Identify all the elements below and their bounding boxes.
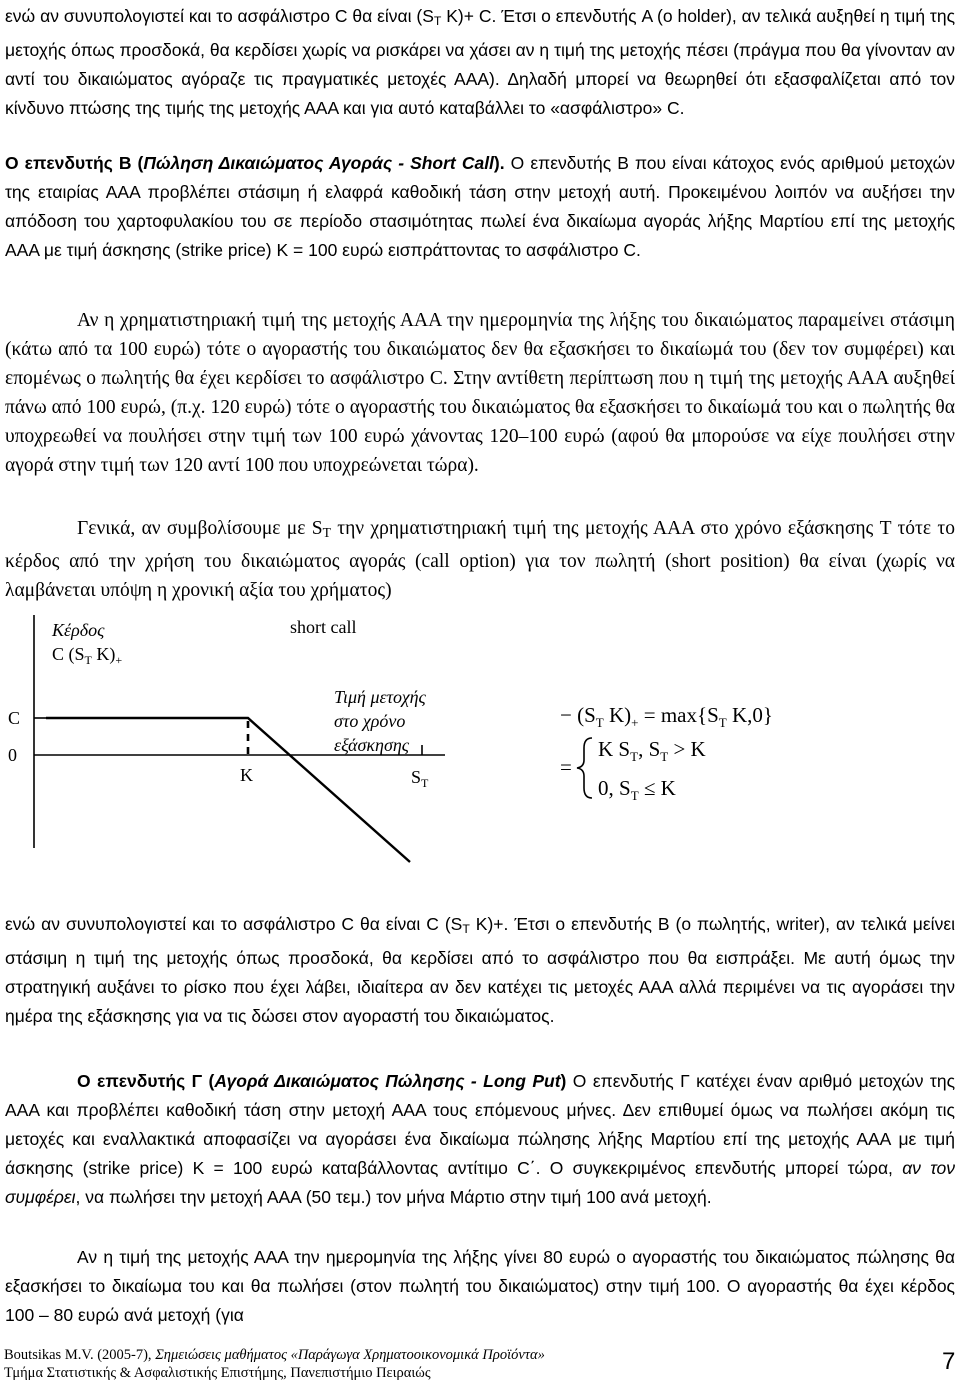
formula-equals: = — [560, 755, 572, 779]
case-brace — [577, 738, 592, 798]
paragraph-put-exercise: Αν η τιμή της μετοχής ΑΑΑ την ημερομηνία της λήξης γίνει 80 ευρώ ο αγοραστής του δικαιώματος πώλησης θα εξασκήσει το δικαίωμα του και θα πωλήσει (στον πωλητή του δικαιώματος) στην τιμή 100. Ο αγοραστής θα έχει κέρδος 100 – 80 ευρώ ανά μετοχή (για — [5, 1247, 955, 1325]
footer-citation: Boutsikas M.V. (2005-7), Σημειώσεις μαθήματος «Παράγωγα Χρηματοοικονομικά Προϊόντα» — [4, 1347, 545, 1363]
formula-line1: − ($S_T$ $K)_+ = \max\{S_T$ K,0} — [560, 703, 773, 730]
paragraph-investor-g: Ο επενδυτής Γ (Αγορά Δικαιώματος Πώλησης - Long Put) Ο επενδυτής Γ κατέχει έναν αριθμό μετοχών της ΑΑΑ και προβλέπει καθοδική τάση στην μετοχή ΑΑΑ τους επόμενους μήνες. Δεν επιθυμεί όμως να πωλήσει ακόμη τις μετοχές και εναλλακτικά αποφασίζει να αγοράσει ένα δικαίωμα πώλησης λήξης Μαρτίου επί της μετοχής ΑΑΑ με τιμή άσκησης (strike price) K = 100 ευρώ καταβάλλοντας αντίτιμο C΄. Ο συγκεκριμένος επενδυτής μπορεί τώρα, αν τον συμφέρει, να πωλήσει την μετοχή ΑΑΑ (50 τεμ.) τον μήνα Μάρτιο στην τιμή 100 ανά μετοχή. — [5, 1071, 956, 1207]
y-label-formula: C ($S_T$ $K)_+$ — [52, 644, 123, 667]
page-footer — [4, 1346, 545, 1382]
x-label-line2: στο χρόνο — [334, 711, 406, 731]
formula-case2: 0, $S_T \le K$ — [598, 776, 676, 803]
tick-label-k: K — [240, 765, 253, 785]
payoff-diagram — [0, 600, 540, 890]
y-label-profit: Κέρδος — [52, 620, 105, 640]
paragraph-investor-b: Ο επενδυτής Β (Πώληση Δικαιώματος Αγοράς - Short Call). Ο επενδυτής Β που είναι κάτοχος ενός αριθμού μετοχών της εταιρίας ΑΑΑ προβλέπει στάσιμη ή ελαφρά καθοδική τάση στην μετοχή αυτή. Προκειμένου λοιπόν να αυξήσει την απόδοση του χαρτοφυλακίου του σε περίοδο στασιμότητας πωλεί ένα δικαίωμα αγοράς λήξης Μαρτίου επί της μετοχής ΑΑΑ με τιμή άσκησης (strike price) K = 100 ευρώ εισπράττοντας το ασφάλιστρο C. — [5, 153, 955, 260]
tick-label-c: C — [8, 708, 21, 728]
paragraph-holder-conclusion: ενώ αν συνυπολογιστεί και το ασφάλιστρο C θα είναι ($S_T$ K)+ C. Έτσι ο επενδυτής A (ο holder), αν τελικά αυξηθεί η τιμή της μετοχής όπως προσδοκά, θα κερδίσει χωρίς να ρισκάρει να χάσει αν η τιμή της μετοχής πέσει (πράγμα που θα γίνονταν αν αντί του δικαιώματος αγόραζε τις πραγματικές μετοχές ΑΑΑ). Δηλαδή μπορεί να θεωρηθεί ότι εξασφαλίζεται από τον κίνδυνο πτώσης της τιμής της μετοχής ΑΑΑ και για αυτό καταβάλλει το «ασφάλιστρο» C. — [5, 6, 955, 118]
tick-label-0: 0 — [8, 745, 17, 765]
x-label-line1: Τιμή μετοχής — [334, 687, 426, 707]
payoff-formula — [560, 692, 890, 812]
formula-case1: K $S_T$, $S_T > K$ — [598, 737, 706, 764]
chart-title: short call — [290, 617, 357, 637]
footer-department: Τμήμα Στατιστικής & Ασφαλιστικής Επιστήμης, Πανεπιστήμιο Πειραιώς — [4, 1365, 431, 1381]
paragraph-writer-conclusion: ενώ αν συνυπολογιστεί και το ασφάλιστρο C θα είναι C ($S_T$ K)+. Έτσι ο επενδυτής B (ο πωλητής, writer), αν τελικά μείνει στάσιμη η τιμή της μετοχής όπως προσδοκά, θα κερδίσει από το ασφάλιστρο που θα εισπράξει. Με αυτή όμως την στρατηγική αυξάνει το ρίσκο που έχει λάβει, ιδιαίτερα αν δεν κατέχει τις μετοχές ΑΑΑ αλλά περιμένει να τις αγοράσει την ημέρα της εξάσκησης για να τις δώσει στον αγοραστή του δικαιώματος. — [5, 914, 956, 1026]
paragraph-general-payoff: Γενικά, αν συμβολίσουμε με $S_T$ την χρηματιστηριακή τιμή της μετοχής ΑΑΑ στο χρόνο εξάσκησης T τότε το κέρδος από την χρήση του δικαιώματος αγοράς (call option) για τον πωλητή (short position) θα είναι (χωρίς να λαμβάνεται υπόψη η χρονική αξία του χρήματος) — [5, 518, 955, 601]
x-label-st: $S_T$ — [411, 767, 429, 790]
short-call-payoff-figure — [0, 600, 960, 890]
paragraph-expiry-scenarios: Αν η χρηματιστηριακή τιμή της μετοχής ΑΑΑ την ημερομηνία της λήξης του δικαιώματος παραμείνει στάσιμη (κάτω από τα 100 ευρώ) τότε ο αγοραστής του δικαιώματος δεν θα εξασκήσει το δικαίωμά του (δεν τον συμφέρει) και επομένως ο πωλητής θα έχει κερδίσει το ασφάλιστρο C. Στην αντίθετη περίπτωση που η τιμή της μετοχής ΑΑΑ αυξηθεί πάνω από 100 ευρώ, (π.χ. 120 ευρώ) τότε ο αγοραστής του δικαιώματος θα εξασκήσει το δικαίωμά του και ο πωλητής θα υποχρεωθεί να πουλήσει στην τιμή των 100 ευρώ χάνοντας 120–100 ευρώ (αφού θα μπορούσε να είχε πουλήσει στην αγορά στην τιμή των 120 αντί 100 που υποχρεώνεται τώρα). — [5, 310, 955, 476]
page-number: 7 — [942, 1348, 956, 1375]
x-label-line3: εξάσκησης — [334, 735, 410, 755]
